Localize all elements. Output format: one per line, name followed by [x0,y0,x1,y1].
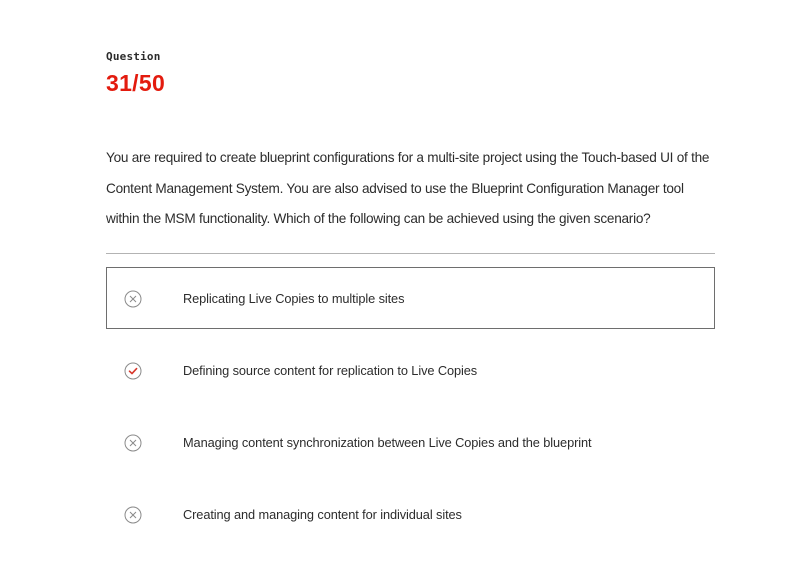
x-circle-icon [124,506,142,524]
x-circle-icon [124,290,142,308]
divider [106,253,715,254]
option-label: Defining source content for replication to Live Copies [183,363,478,378]
question-text: You are required to create blueprint configurations for a multi-site project using the Touch-based UI of the Content Management System. You are also advised to use the Blueprint Configuration Manager tool within the MSM functionality. Which of the following can be achieved using the given scenario? [106,150,710,226]
option-label: Creating and managing content for individual sites [183,507,462,522]
check-circle-icon [124,362,142,380]
question-label: Question [106,50,161,63]
option-1[interactable] [106,267,715,329]
option-2[interactable] [106,339,715,401]
option-3[interactable] [106,411,715,473]
option-label: Managing content synchronization between Live Copies and the blueprint [183,435,592,450]
option-label: Replicating Live Copies to multiple sites [183,291,405,306]
question-number: 31/50 [106,70,166,96]
x-circle-icon [124,434,142,452]
option-4[interactable] [106,483,715,545]
